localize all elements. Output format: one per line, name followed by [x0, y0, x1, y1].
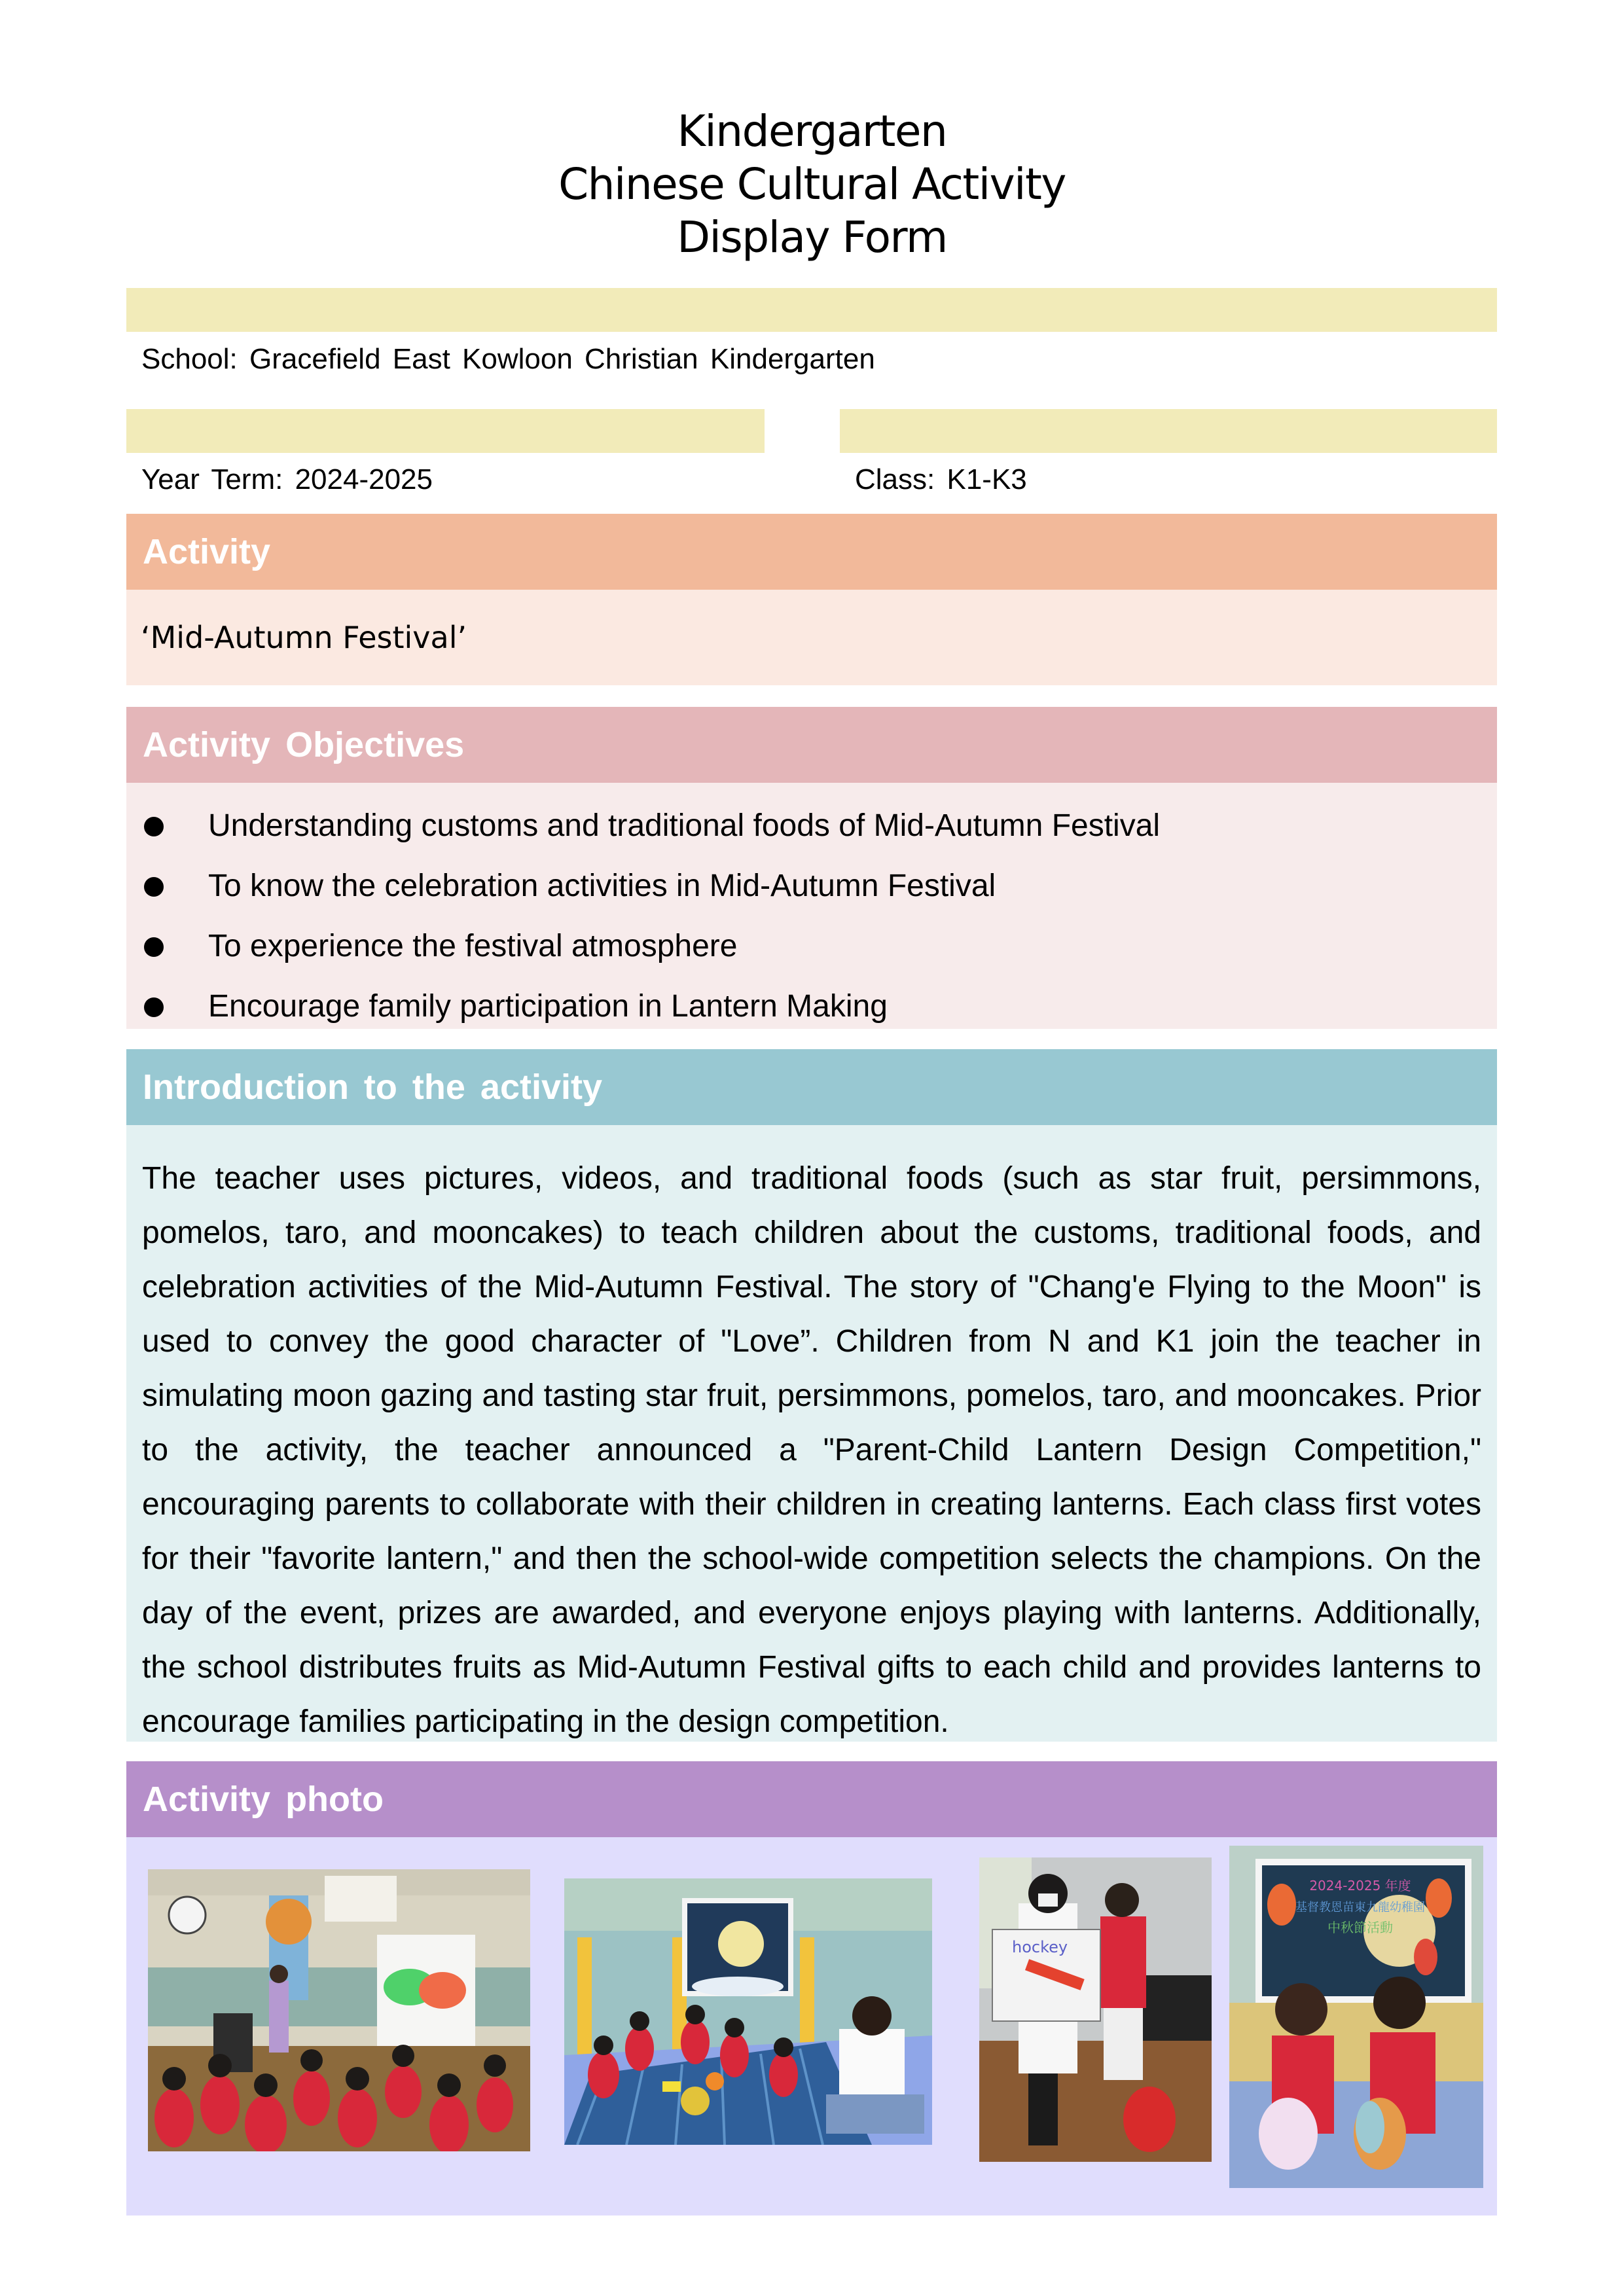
bullet-icon	[144, 817, 164, 836]
class-label: Class:	[855, 463, 935, 495]
introduction-text: The teacher uses pictures, videos, and traditional foods (such as star fruit, persimmons, pomelos, taro, and mooncakes) to teach children about the customs, traditional foods, and celebration activities of the Mid-Autumn Festival. The story of "Chang'e Flying to the Moon" is used to convey the good character of "Love”. Children from N and K1 join the teacher in simulating moon gazing and tasting star fruit, persimmons, pomelos, taro, and mooncakes. Prior to the activity, the teacher announced a "Parent-Child Lantern Design Competition," encouraging parents to collaborate with their children in creating lanterns. Each class first votes for their "favorite lantern," and then the school-wide competition selects the champions. On the day of the event, prizes are awarded, and everyone enjoys playing with lanterns. Additionally, the school distributes fruits as Mid-Autumn Festival gifts to each child and provides lanterns to encourage families participating in the design competition.	[142, 1161, 1481, 1739]
objective-text: To know the celebration activities in Mid-Autumn Festival	[208, 869, 996, 903]
activity-photo-2	[564, 1878, 932, 2145]
objective-item	[126, 796, 1497, 856]
year-term-field	[141, 463, 433, 496]
class-field	[855, 463, 1027, 496]
poster-line-3: 中秋節活動	[1327, 1920, 1393, 1935]
title-line-3: Display Form	[677, 212, 947, 262]
year-term-value: 2024-2025	[295, 463, 433, 495]
school-field	[141, 343, 875, 376]
introduction-body	[126, 1125, 1497, 1742]
school-value: Gracefield East Kowloon Christian Kindergarten	[249, 343, 875, 375]
bullet-icon	[144, 937, 164, 957]
year-term-label: Year Term:	[141, 463, 283, 495]
title-line-1: Kindergarten	[677, 106, 947, 156]
year-term-field-bar	[126, 409, 765, 453]
page-title	[0, 105, 1624, 264]
activity-photo-1	[148, 1869, 530, 2151]
objectives-heading: Activity Objectives	[126, 707, 1497, 783]
fruit-tasting-photo-image	[564, 1878, 932, 2145]
prize-photo-image	[979, 1857, 1212, 2162]
bullet-icon	[144, 877, 164, 897]
introduction-heading: Introduction to the activity	[126, 1049, 1497, 1125]
objectives-list	[126, 783, 1497, 1037]
school-label: School:	[141, 343, 238, 375]
lantern-children-photo-image	[1229, 1846, 1483, 2188]
school-field-bar	[126, 288, 1497, 332]
class-field-bar	[840, 409, 1497, 453]
objective-item	[126, 916, 1497, 977]
objective-item	[126, 856, 1497, 916]
activity-photo-3	[979, 1857, 1212, 2162]
activity-heading: Activity	[126, 514, 1497, 590]
classroom-photo-image	[148, 1869, 530, 2151]
objective-text: To experience the festival atmosphere	[208, 929, 738, 963]
objective-item	[126, 977, 1497, 1037]
class-value: K1-K3	[947, 463, 1027, 495]
objectives-body	[126, 783, 1497, 1029]
bullet-icon	[144, 997, 164, 1017]
poster-line-1: 2024-2025 年度	[1309, 1878, 1411, 1893]
objective-text: Encourage family participation in Lantern Making	[208, 989, 888, 1024]
objective-text: Understanding customs and traditional foods of Mid-Autumn Festival	[208, 808, 1161, 843]
title-line-2: Chinese Cultural Activity	[558, 159, 1066, 209]
prize-box-label: hockey	[1012, 1938, 1068, 1956]
poster-line-2: 基督教恩苗東九龍幼稚園	[1295, 1901, 1425, 1914]
activity-photo-4	[1229, 1846, 1483, 2188]
activity-name: ‘Mid-Autumn Festival’	[126, 590, 1497, 685]
photos-heading: Activity photo	[126, 1761, 1497, 1837]
